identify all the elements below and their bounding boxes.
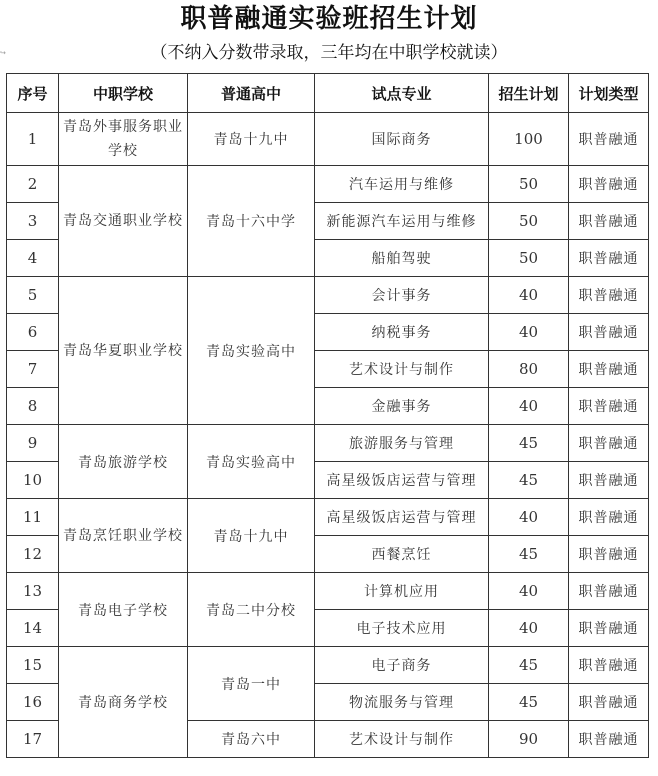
cell-major: 电子商务	[315, 647, 489, 684]
cell-index: 11	[7, 499, 59, 536]
cell-plan-type: 职普融通	[569, 314, 649, 351]
table-row	[7, 647, 649, 684]
cell-quota: 40	[489, 388, 569, 425]
header-high-school: 普通高中	[188, 74, 315, 113]
cell-index: 9	[7, 425, 59, 462]
cell-major: 艺术设计与制作	[315, 351, 489, 388]
cell-high-school: 青岛十九中	[188, 499, 315, 573]
table-row	[7, 113, 649, 166]
table-row	[7, 573, 649, 610]
cell-major: 国际商务	[315, 113, 489, 166]
cell-quota: 50	[489, 203, 569, 240]
cell-index: 6	[7, 314, 59, 351]
cell-plan-type: 职普融通	[569, 647, 649, 684]
cell-plan-type: 职普融通	[569, 684, 649, 721]
cell-vocational-school: 青岛交通职业学校	[59, 166, 188, 277]
cell-quota: 50	[489, 166, 569, 203]
cell-high-school: 青岛实验高中	[188, 277, 315, 425]
cell-high-school: 青岛实验高中	[188, 425, 315, 499]
cell-index: 3	[7, 203, 59, 240]
cell-quota: 45	[489, 536, 569, 573]
cell-plan-type: 职普融通	[569, 277, 649, 314]
cell-quota: 40	[489, 573, 569, 610]
cell-major: 计算机应用	[315, 573, 489, 610]
cell-plan-type: 职普融通	[569, 536, 649, 573]
cell-major: 金融事务	[315, 388, 489, 425]
cell-plan-type: 职普融通	[569, 113, 649, 166]
cell-quota: 50	[489, 240, 569, 277]
header-quota: 招生计划	[489, 74, 569, 113]
cell-plan-type: 职普融通	[569, 240, 649, 277]
page-title: 职普融通实验班招生计划	[180, 4, 478, 34]
cell-index: 12	[7, 536, 59, 573]
cell-high-school: 青岛十九中	[188, 113, 315, 166]
header-major: 试点专业	[315, 74, 489, 113]
cell-index: 13	[7, 573, 59, 610]
cell-vocational-school: 青岛旅游学校	[59, 425, 188, 499]
cell-quota: 40	[489, 610, 569, 647]
cell-high-school: 青岛六中	[188, 721, 315, 758]
cell-major: 新能源汽车运用与维修	[315, 203, 489, 240]
table-row	[7, 499, 649, 536]
cell-major: 电子技术应用	[315, 610, 489, 647]
cell-quota: 40	[489, 499, 569, 536]
cell-quota: 40	[489, 314, 569, 351]
cell-quota: 80	[489, 351, 569, 388]
table-row	[7, 277, 649, 314]
cell-index: 17	[7, 721, 59, 758]
cell-index: 16	[7, 684, 59, 721]
header-vocational-school: 中职学校	[59, 74, 188, 113]
cell-high-school: 青岛一中	[188, 647, 315, 721]
cell-quota: 45	[489, 462, 569, 499]
table-row	[7, 166, 649, 203]
cell-quota: 45	[489, 684, 569, 721]
cell-plan-type: 职普融通	[569, 573, 649, 610]
cell-index: 4	[7, 240, 59, 277]
cell-index: 1	[7, 113, 59, 166]
cell-major: 船舶驾驶	[315, 240, 489, 277]
cell-plan-type: 职普融通	[569, 388, 649, 425]
cell-plan-type: 职普融通	[569, 351, 649, 388]
cell-index: 7	[7, 351, 59, 388]
cell-plan-type: 职普融通	[569, 425, 649, 462]
cell-vocational-school: 青岛华夏职业学校	[59, 277, 188, 425]
cell-major: 汽车运用与维修	[315, 166, 489, 203]
cell-index: 15	[7, 647, 59, 684]
table-row	[7, 425, 649, 462]
cell-major: 物流服务与管理	[315, 684, 489, 721]
cell-major: 艺术设计与制作	[315, 721, 489, 758]
header-plan-type: 计划类型	[569, 74, 649, 113]
cell-plan-type: 职普融通	[569, 610, 649, 647]
cell-quota: 90	[489, 721, 569, 758]
anchor-mark-icon: ↪	[0, 49, 6, 57]
cell-high-school: 青岛十六中学	[188, 166, 315, 277]
page-subtitle: （不纳入分数带录取，三年均在中职学校就读）	[150, 43, 508, 63]
cell-quota: 100	[489, 113, 569, 166]
cell-major: 高星级饭店运营与管理	[315, 462, 489, 499]
cell-index: 8	[7, 388, 59, 425]
cell-vocational-school: 青岛烹饪职业学校	[59, 499, 188, 573]
cell-vocational-school: 青岛外事服务职业学校	[59, 113, 188, 166]
cell-plan-type: 职普融通	[569, 203, 649, 240]
cell-index: 10	[7, 462, 59, 499]
table-header-row	[7, 74, 649, 113]
cell-quota: 45	[489, 425, 569, 462]
cell-vocational-school: 青岛电子学校	[59, 573, 188, 647]
cell-vocational-school: 青岛商务学校	[59, 647, 188, 758]
header-index: 序号	[7, 74, 59, 113]
cell-major: 旅游服务与管理	[315, 425, 489, 462]
cell-major: 会计事务	[315, 277, 489, 314]
cell-plan-type: 职普融通	[569, 462, 649, 499]
cell-index: 2	[7, 166, 59, 203]
cell-major: 西餐烹饪	[315, 536, 489, 573]
cell-index: 5	[7, 277, 59, 314]
cell-quota: 45	[489, 647, 569, 684]
cell-plan-type: 职普融通	[569, 499, 649, 536]
enrollment-plan-table	[6, 73, 649, 758]
cell-index: 14	[7, 610, 59, 647]
cell-quota: 40	[489, 277, 569, 314]
cell-plan-type: 职普融通	[569, 166, 649, 203]
cell-plan-type: 职普融通	[569, 721, 649, 758]
cell-major: 高星级饭店运营与管理	[315, 499, 489, 536]
cell-high-school: 青岛二中分校	[188, 573, 315, 647]
cell-major: 纳税事务	[315, 314, 489, 351]
